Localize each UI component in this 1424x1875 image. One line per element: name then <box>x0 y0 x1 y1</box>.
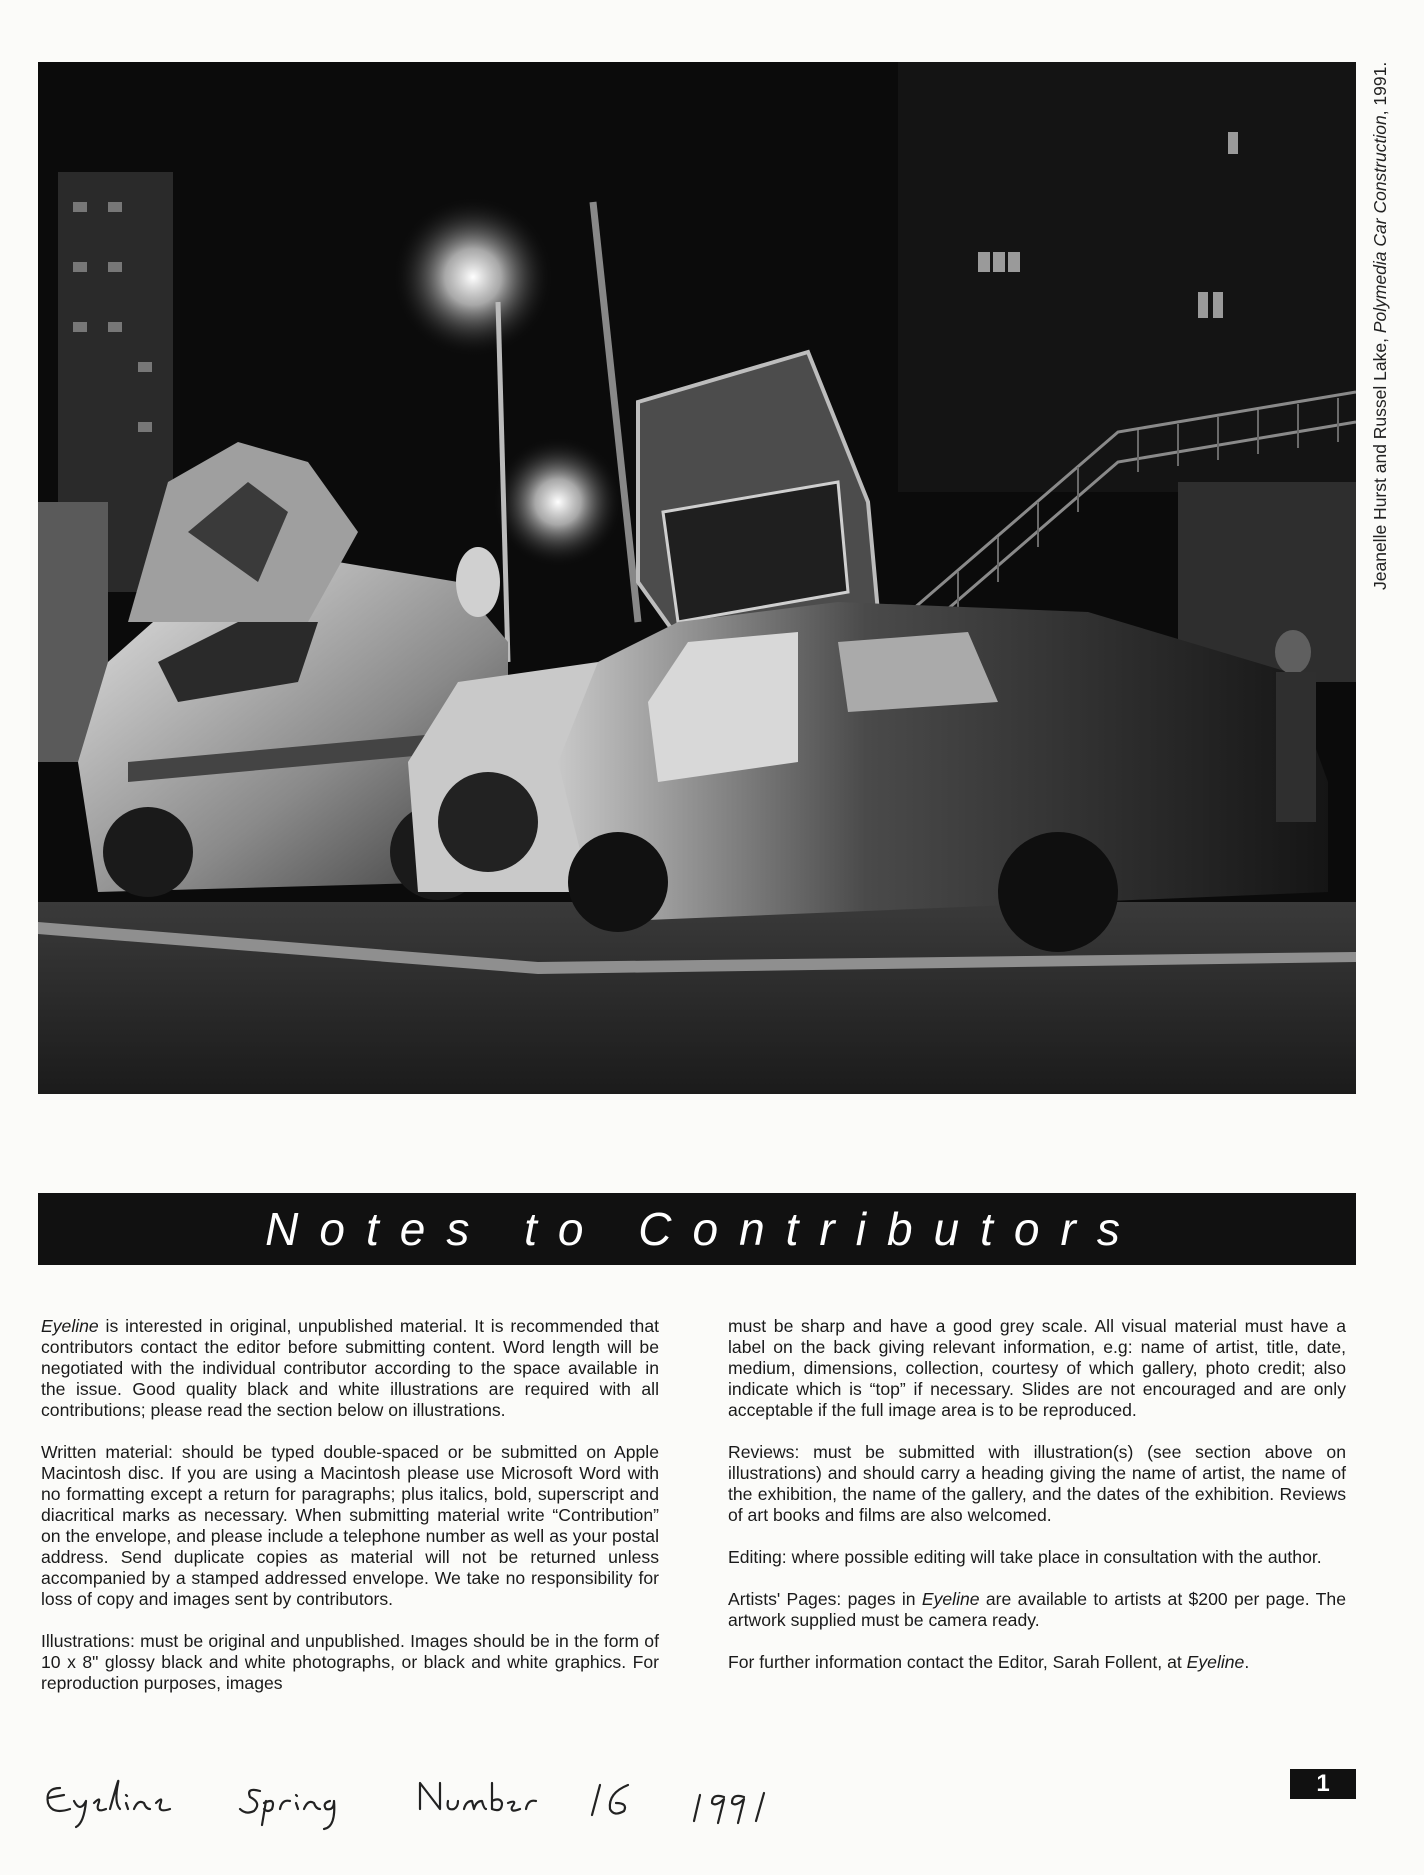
page-number: 1 <box>1290 1769 1356 1799</box>
magazine-name: Eyeline <box>41 1316 99 1336</box>
editing-paragraph: Editing: where possible editing will take place in consultation with the author. <box>728 1547 1322 1567</box>
banner-title: Notes to Contributors <box>265 1203 1141 1255</box>
artists-pages-text-b: are available to artists at $200 per page. The artwork supplied must be camera ready. <box>728 1589 1346 1630</box>
right-column <box>728 1316 1346 1694</box>
section-banner <box>38 1193 1356 1265</box>
intro-text: is interested in original, unpublished material. It is recommended that contributors contact the editor before submitting content. Word length will be negotiated with the individual contributor according to the space available in the issue. Good quality black and white illustrations are required with all contributions; please read the section below on illustrations. <box>41 1316 659 1420</box>
intro-paragraph <box>41 1316 659 1421</box>
contact-text-b: . <box>1244 1652 1250 1672</box>
contact-text-a: For further information contact the Editor, Sarah Follent, at <box>728 1652 1187 1672</box>
magazine-name: Eyeline <box>921 1589 980 1609</box>
reviews-paragraph: Reviews: must be submitted with illustration(s) (see section above on illustrations) and should carry a heading giving the name of artist, the name of the exhibition, the name of the gallery, and the dates of the exhibition. Reviews of art books and films are also welcomed. <box>728 1442 1346 1525</box>
photo-credit <box>1370 62 1391 590</box>
photo-night-car-sculpture <box>38 62 1356 1094</box>
written-material-paragraph: Written material: should be typed double-spaced or be submitted on Apple Macintosh disc. If you are using a Macintosh please use Microsoft Word with no formatting except a return for paragraphs; plus italics, bold, superscript and diacritical marks as necessary. When submitting material write “Contribution” on the envelope, and please include a telephone number as well as your postal address. Send duplicate copies as material will not be returned unless accompanied by a stamped addressed envelope. We take no responsibility for loss of copy and images sent by contributors. <box>41 1442 659 1609</box>
cover-photograph <box>38 62 1356 1094</box>
illustrations-paragraph: Illustrations: must be original and unpublished. Images should be in the form of 10 x 8" glossy black and white photographs, or black and white graphics. For reproduction purposes, images <box>41 1631 659 1693</box>
magazine-name: Eyeline <box>1186 1652 1245 1672</box>
handwritten-note <box>40 1743 800 1833</box>
credit-artists: Jeanelle Hurst and Russel Lake, <box>1370 338 1390 590</box>
contact-paragraph <box>728 1652 1346 1673</box>
credit-title: Polymedia Car Construction <box>1370 115 1390 334</box>
illustrations-continued-paragraph: must be sharp and have a good grey scale. All visual material must have a label on the back giving relevant information, e.g: name of artist, title, date, medium, dimensions, collection, courtesy of which gallery, photo credit; also indicate which is “top” if necessary. Slides are not encouraged and are only acceptable if the full image area is to be reproduced. <box>728 1316 1346 1420</box>
left-column <box>41 1316 659 1715</box>
artists-pages-text-a: Artists' Pages: pages in <box>728 1589 922 1609</box>
credit-year: , 1991. <box>1370 61 1390 116</box>
artists-pages-paragraph <box>728 1589 1346 1631</box>
handwritten-scribble <box>40 1743 800 1833</box>
